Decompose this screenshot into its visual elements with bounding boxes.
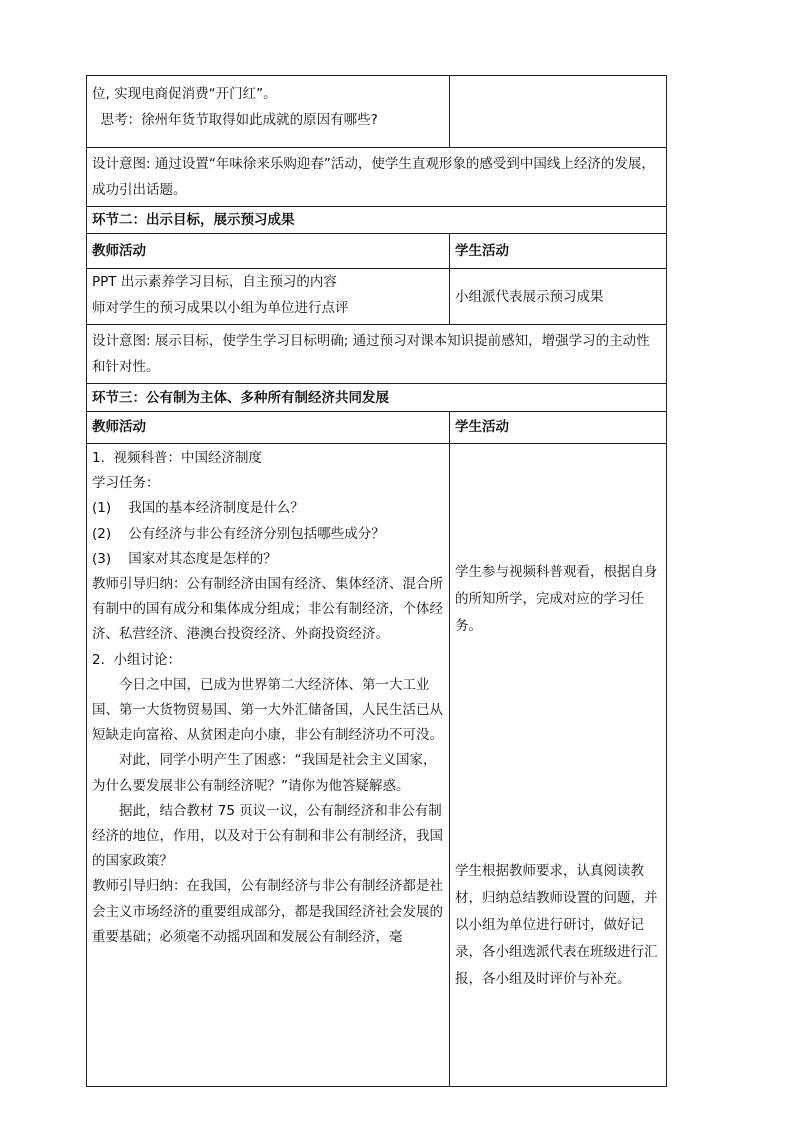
student-activity-2: 学生根据教师要求，认真阅读教材，归纳总结教师设置的问题，并以小组为单位进行研讨，做好记录，各小组选派代表在班级进行汇报，各小组及时评价与补充。 [455, 863, 658, 987]
teacher-summary-2: 教师引导归纳：在我国，公有制经济与非公有制经济都是社会主义市场经济的重要组成部分，都是我国经济社会发展的重要基础；必须毫不动摇巩固和发展公有制经济，毫 [92, 878, 443, 945]
design-intent-1: 设计意图: 通过设置“年味徐来乐购迎春”活动，使学生直观形象的感受到中国线上经济的发展，成功引出话题。 [87, 148, 667, 207]
section2-teacher-header: 教师活动 [87, 234, 450, 269]
section3-title-row [87, 384, 667, 412]
question-3: (3) 国家对其态度是怎样的？ [92, 550, 277, 567]
section2-teacher-cell [87, 269, 450, 325]
section3-teacher-header: 教师活动 [87, 412, 450, 444]
section2-title: 环节二：出示目标，展示预习成果 [87, 207, 667, 234]
intro-cell [87, 76, 450, 148]
section3-student-header: 学生活动 [450, 412, 667, 444]
discussion-paragraph-1: 今日之中国，已成为世界第二大经济体、第一大工业国、第一大货物贸易国、第一大外汇储备国，人民生活已从短缺走向富裕、从贫困走向小康，非公有制经济功不可没。 [92, 676, 443, 744]
section2-header-row [87, 234, 667, 269]
question-2: (2) 公有经济与非公有经济分别包括哪些成分？ [92, 525, 385, 542]
section3-header-row [87, 412, 667, 444]
section2-content-row [87, 269, 667, 325]
task-label: 学习任务： [92, 475, 160, 492]
section3-student-cell [450, 444, 667, 1087]
intro-right-cell [450, 76, 667, 148]
teacher-summary-1: 教师引导归纳：公有制经济由国有经济、集体经济、混合所有制中的国有成分和集体成分组成；非公有制经济，个体经济、私营经济、港澳台投资经济、外商投资经济。 [92, 576, 443, 643]
intro-row [87, 76, 667, 148]
section2-teacher-line-1: PPT 出示素养学习目标，自主预习的内容 [92, 274, 337, 290]
section2-student-header: 学生活动 [450, 234, 667, 269]
section3-teacher-cell [87, 444, 450, 1087]
question-1: (1) 我国的基本经济制度是什么？ [92, 500, 304, 517]
design-row-1 [87, 148, 667, 207]
student-activity-1: 学生参与视频科普观看，根据自身的所知所学，完成对应的学习任务。 [455, 564, 658, 634]
section2-student-cell: 小组派代表展示预习成果 [450, 269, 667, 325]
section2-teacher-line-2: 师对学生的预习成果以小组为单位进行点评 [92, 300, 349, 316]
design-row-2 [87, 325, 667, 384]
group-discussion-item: 2. 小组讨论： [92, 651, 181, 668]
section2-title-row [87, 207, 667, 234]
intro-line-2: 思考：徐州年货节取得如此成就的原因有哪些? [92, 112, 378, 128]
intro-line-1: 位, 实现电商促消费“开门红”。 [92, 86, 277, 102]
design-intent-2: 设计意图: 展示目标，使学生学习目标明确; 通过预习对课本知识提前感知，增强学习的主动性和针对性。 [87, 325, 667, 384]
video-item: 1. 视频科普：中国经济制度 [92, 450, 262, 466]
discussion-paragraph-2: 对此，同学小明产生了困惑：“我国是社会主义国家，为什么要发展非公有制经济呢？”请你为他答疑解惑。 [92, 752, 437, 794]
discussion-paragraph-3: 据此，结合教材 75 页议一议，公有制经济和非公有制经济的地位，作用，以及对于公有制和非公有制经济，我国的国家政策？ [92, 802, 443, 870]
lesson-plan-table [86, 75, 667, 1087]
section3-title: 环节三：公有制为主体、多种所有制经济共同发展 [87, 384, 667, 412]
section3-content-row [87, 444, 667, 1087]
